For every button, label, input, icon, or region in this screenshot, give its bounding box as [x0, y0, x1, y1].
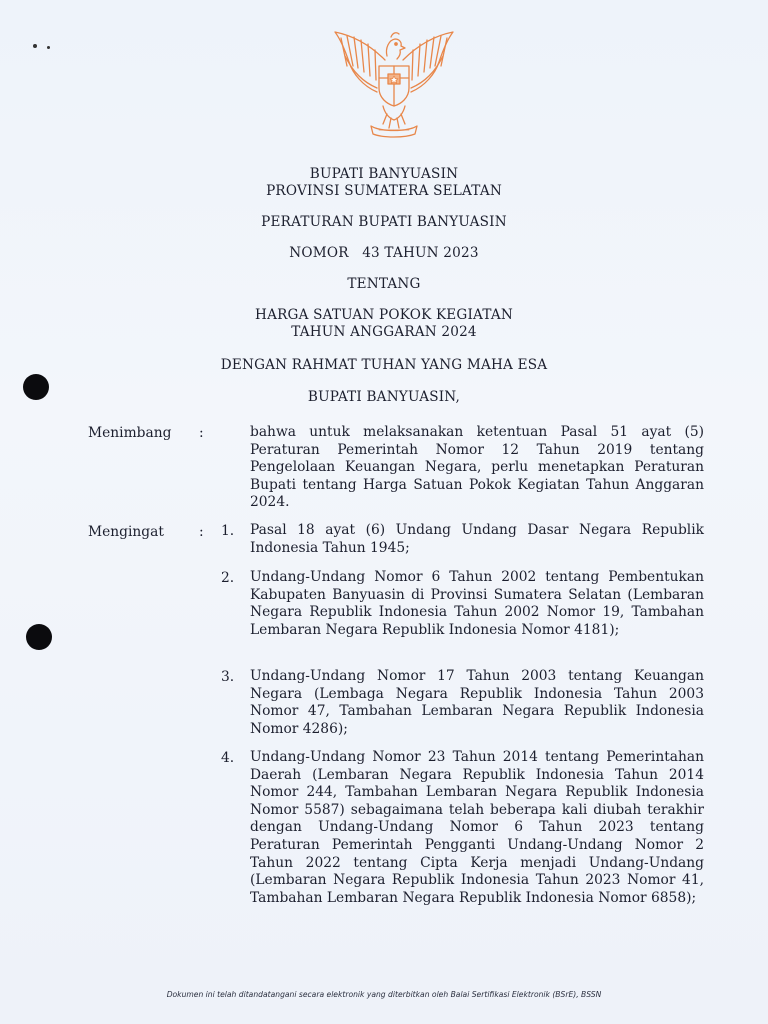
- regulation-number: NOMOR 43 TAHUN 2023: [289, 245, 479, 261]
- regulation-type: PERATURAN BUPATI BANYUASIN: [261, 214, 507, 230]
- regulation-subject: HARGA SATUAN POKOK KEGIATAN: [255, 307, 513, 323]
- regulation-subject-year: TAHUN ANGGARAN 2024: [291, 324, 477, 340]
- about-heading: TENTANG: [347, 276, 421, 292]
- menimbang-text: bahwa untuk melaksanakan ketentuan Pasal 51 ayat (5) Peraturan Pemerintah Nomor 12 Tahun 2019 tentang Pengelolaan Keuangan Negara, perlu menetapkan Peraturan Bupati tentang Harga Satuan Pokok Kegiatan Tahun Anggaran 2024.: [250, 424, 704, 511]
- invocation: DENGAN RAHMAT TUHAN YANG MAHA ESA: [220, 357, 548, 373]
- list-item: Pasal 18 ayat (6) Undang Undang Dasar Negara Republik Indonesia Tahun 1945;: [250, 522, 704, 556]
- list-item-number: 2.: [221, 570, 235, 586]
- list-item: Undang-Undang Nomor 23 Tahun 2014 tentang Pemerintahan Daerah (Lembaran Negara Republik Indonesia Tahun 2014 Nomor 244, Tambahan Lembaran Negara Republik Indonesia Nomor 5587) sebagaimana telah beberapa kali diubah terakhir dengan Undang-Undang Nomor 6 Tahun 2023 tentang Peraturan Pemerintah Pengganti Undang-Undang Nomor 2 Tahun 2022 tentang Cipta Kerja menjadi Undang-Undang (Lembaran Negara Republik Indonesia Tahun 2023 Nomor 41, Tambahan Lembaran Negara Republik Indonesia Nomor 6858);: [250, 749, 704, 906]
- garuda-pancasila-emblem-icon: [327, 26, 461, 138]
- mengingat-colon: :: [199, 524, 204, 540]
- list-item-number: 1.: [221, 523, 235, 539]
- mengingat-label: Mengingat: [88, 524, 164, 540]
- list-item-number: 4.: [221, 750, 235, 766]
- electronic-signature-footer: Dokumen ini telah ditandatangani secara elektronik yang diterbitkan oleh Balai Sertifikasi Elektronik (BSrE), BSSN: [166, 990, 602, 999]
- scan-speck: [33, 44, 37, 48]
- official-title: BUPATI BANYUASIN,: [307, 389, 461, 405]
- menimbang-label: Menimbang: [88, 425, 172, 441]
- menimbang-colon: :: [199, 425, 204, 441]
- list-item: Undang-Undang Nomor 6 Tahun 2002 tentang Pembentukan Kabupaten Banyuasin di Provinsi Sumatera Selatan (Lembaran Negara Republik Indonesia Tahun 2002 Nomor 19, Tambahan Lembaran Negara Republik Indonesia Nomor 4181);: [250, 569, 704, 638]
- list-item: Undang-Undang Nomor 17 Tahun 2003 tentang Keuangan Negara (Lembaga Negara Republik Indonesia Tahun 2003 Nomor 47, Tambahan Lembaran Negara Republik Indonesia Nomor 4286);: [250, 668, 704, 737]
- punch-hole: [26, 624, 52, 650]
- issuer-province: PROVINSI SUMATERA SELATAN: [266, 183, 502, 199]
- scan-speck: [47, 46, 50, 49]
- list-item-number: 3.: [221, 669, 235, 685]
- issuer-title: BUPATI BANYUASIN: [309, 166, 459, 182]
